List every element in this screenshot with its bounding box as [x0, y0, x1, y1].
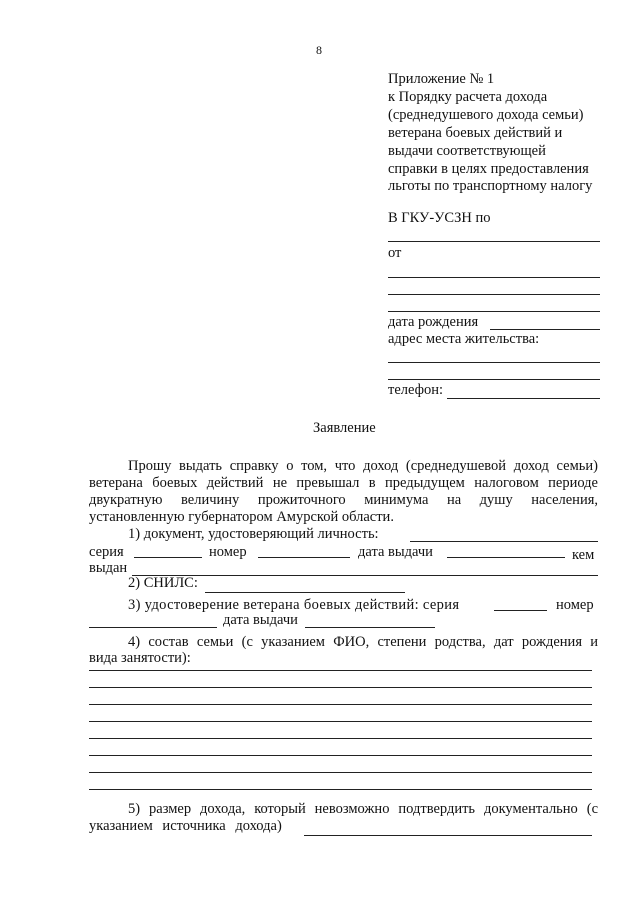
by-whom-label: кем [572, 547, 595, 563]
family-label: вида занятости): [89, 650, 191, 666]
intro-line: ветерана боевых действий не превышал в предыдущем налоговом периоде [89, 475, 598, 491]
doc-label: 1) документ, удостоверяющий личность: [128, 526, 379, 542]
family-field[interactable] [89, 704, 592, 705]
addressee-from: от [388, 245, 402, 261]
veteran-series-field[interactable] [494, 610, 547, 611]
issue-date-label: дата выдачи [358, 544, 433, 560]
addressee-to-field[interactable] [388, 241, 600, 242]
family-field[interactable] [89, 789, 592, 790]
appendix-line: (среднедушевого дохода семьи) [388, 107, 584, 123]
addressee-from-field[interactable] [388, 311, 600, 312]
appendix-title: Приложение № 1 [388, 71, 495, 87]
veteran-cert-label: 3) удостоверение ветерана боевых действий: серия [128, 597, 460, 613]
addressee-from-field[interactable] [388, 294, 600, 295]
appendix-line: к Порядку расчета дохода [388, 89, 548, 105]
appendix-line: ветерана боевых действий и [388, 125, 563, 141]
veteran-issue-date-label: дата выдачи [223, 612, 298, 628]
issued-field[interactable] [132, 575, 598, 576]
appendix-line: справки в целях предоставления [388, 161, 589, 177]
family-label: 4) состав семьи (с указанием ФИО, степени родства, дат рождения и [128, 634, 598, 650]
intro-line: двукратную величину прожиточного минимума на душу населения, [89, 492, 598, 508]
addressee-to: В ГКУ-УСЗН по [388, 210, 491, 226]
income-label: 5) размер дохода, который невозможно подтвердить документально (с [128, 801, 598, 817]
family-field[interactable] [89, 687, 592, 688]
number-field[interactable] [258, 557, 350, 558]
snils-field[interactable] [205, 592, 405, 593]
series-field[interactable] [134, 557, 202, 558]
page-number: 8 [316, 43, 322, 57]
address-field[interactable] [388, 379, 600, 380]
document-heading: Заявление [313, 420, 376, 436]
appendix-line: льготы по транспортному налогу [388, 178, 593, 194]
family-field[interactable] [89, 670, 592, 671]
family-field[interactable] [89, 738, 592, 739]
family-field[interactable] [89, 721, 592, 722]
intro-line: установленную губернатором Амурской области. [89, 509, 394, 525]
veteran-issue-date-field[interactable] [305, 627, 435, 628]
address-field[interactable] [388, 362, 600, 363]
income-field[interactable] [304, 835, 592, 836]
family-field[interactable] [89, 755, 592, 756]
number-label: номер [209, 544, 247, 560]
veteran-number-field[interactable] [89, 627, 217, 628]
family-field[interactable] [89, 772, 592, 773]
phone-field[interactable] [447, 398, 600, 399]
address-label: адрес места жительства: [388, 331, 540, 347]
intro-line: Прошу выдать справку о том, что доход (среднедушевой доход семьи) [128, 458, 598, 474]
doc-field[interactable] [410, 541, 598, 542]
appendix-line: выдачи соответствующей [388, 143, 546, 159]
series-label: серия [89, 544, 124, 560]
issued-label: выдан [89, 560, 128, 576]
income-label: указанием источника дохода) [89, 818, 282, 834]
veteran-number-label: номер [556, 597, 594, 613]
snils-label: 2) СНИЛС: [128, 575, 198, 591]
addressee-from-field[interactable] [388, 277, 600, 278]
issue-date-field[interactable] [447, 557, 565, 558]
birth-date-label: дата рождения [388, 314, 479, 330]
phone-label: телефон: [388, 382, 444, 398]
birth-date-field[interactable] [490, 329, 600, 330]
